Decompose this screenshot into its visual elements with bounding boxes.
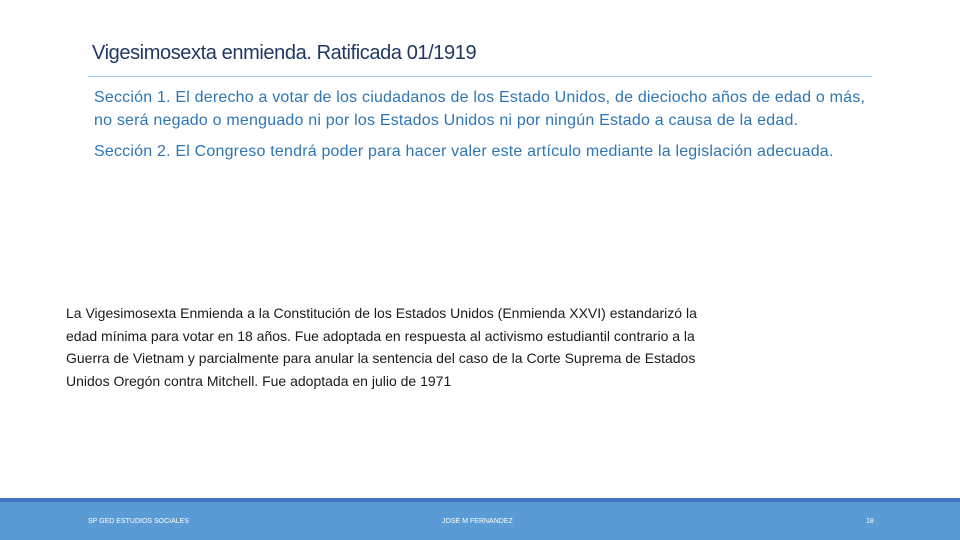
slide-title: Vigesimosexta enmienda. Ratificada 01/1919	[92, 42, 477, 64]
footer-author-label: JOSE M FERNANDEZ	[442, 518, 513, 525]
historical-note: La Vigesimosexta Enmienda a la Constitución de los Estados Unidos (Enmienda XXVI) estandarizó la edad mínima para votar en 18 años. Fue adoptada en respuesta al activismo estudiantil contrario a la Guerra de Vietnam y parcialmente para anular la sentencia del caso de la Corte Suprema de Estados Unidos Oregón contra Mitchell. Fue adoptada en julio de 1971	[66, 305, 697, 389]
amendment-sections	[94, 87, 878, 173]
section-2-text: Sección 2. El Congreso tendrá poder para hacer valer este artículo mediante la legislación adecuada.	[94, 143, 834, 160]
page-number: 18	[866, 518, 874, 525]
footer-course-label: SP GED ESTUDIOS SOCIALES	[88, 518, 190, 525]
title-divider	[88, 76, 872, 77]
section-1-text: Sección 1. El derecho a votar de los ciudadanos de los Estado Unidos, de dieciocho años de edad o más, no será negado o menguado ni por los Estados Unidos ni por ningún Estado a causa de la edad.	[94, 89, 866, 129]
